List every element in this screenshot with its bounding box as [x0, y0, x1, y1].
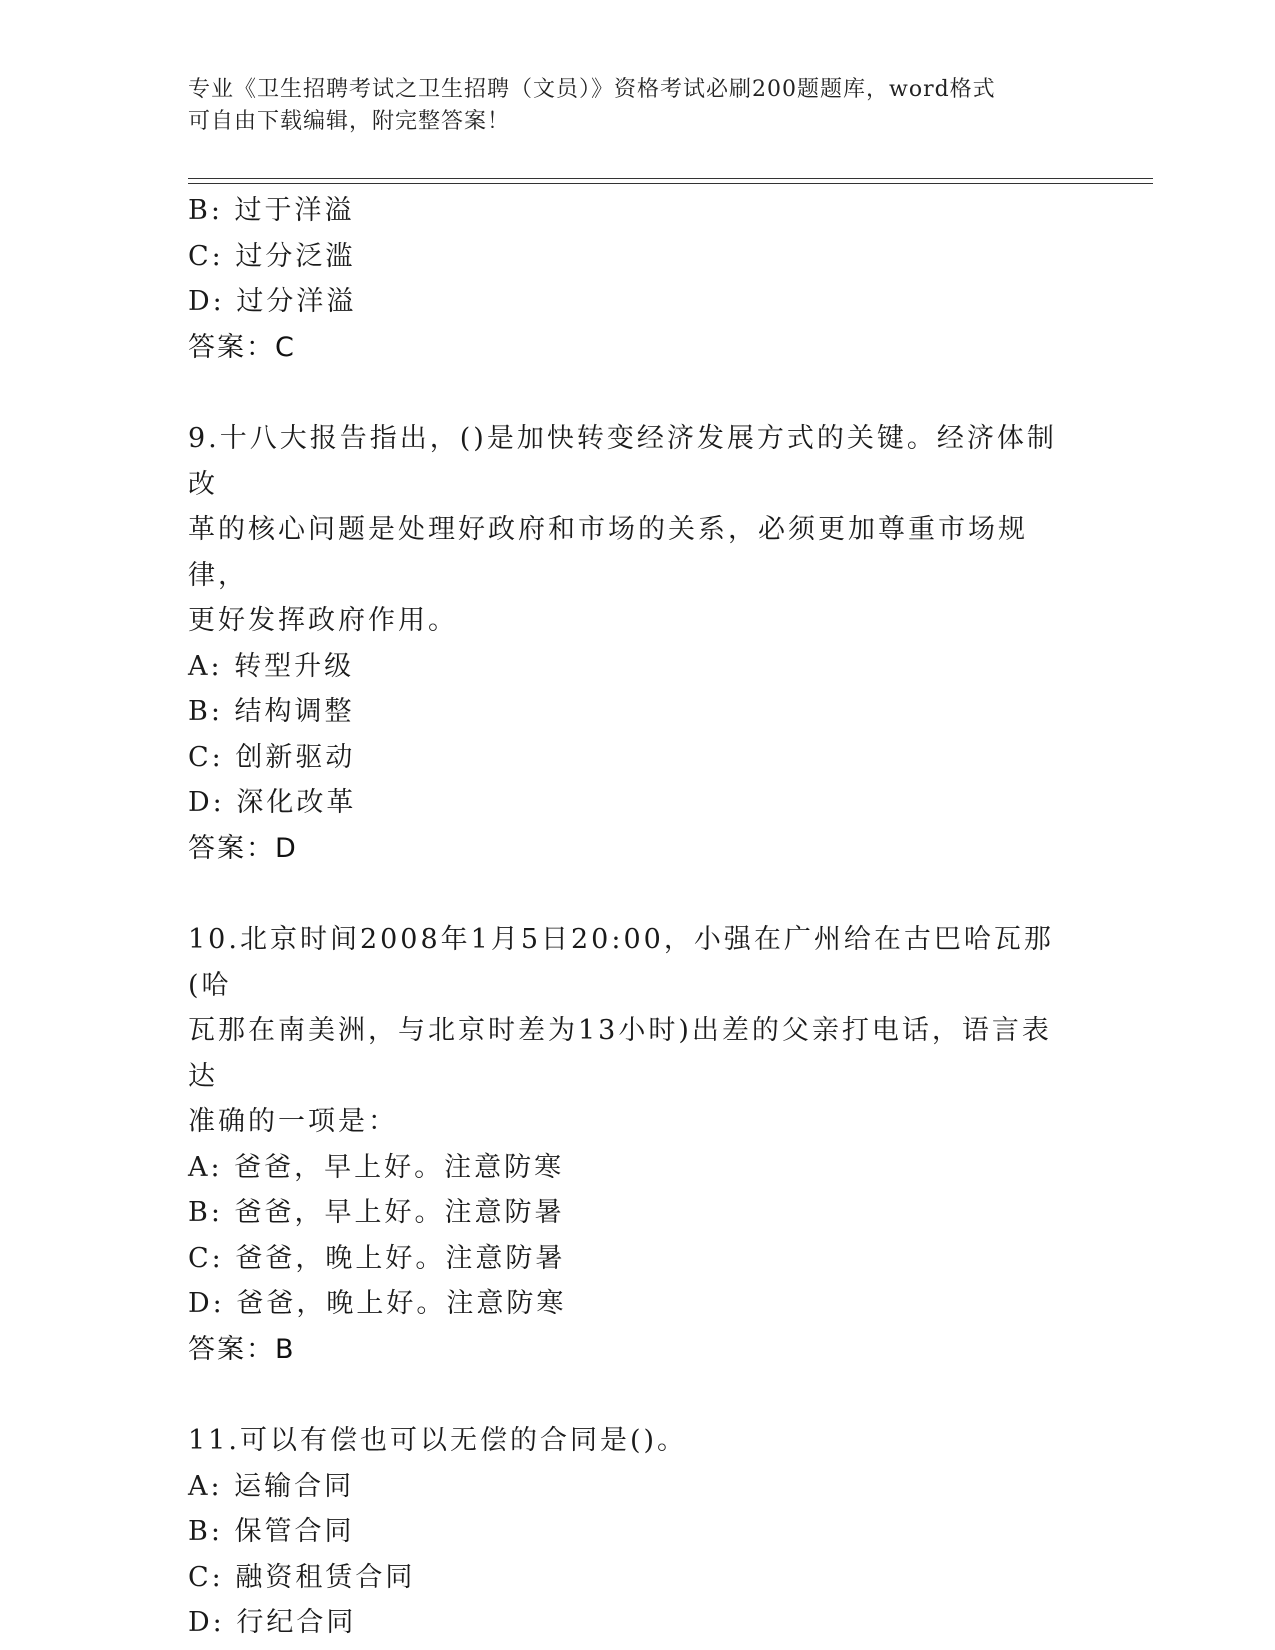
answer-line: 答案：B	[188, 1333, 296, 1365]
question-text	[188, 416, 1068, 644]
spacer	[188, 1372, 1068, 1418]
option-d: D: 行纪合同	[188, 1607, 357, 1638]
option-b: B: 结构调整	[188, 696, 355, 727]
option-c: C: 过分泛滥	[188, 240, 356, 272]
question-text-line: 9.十八大报告指出，()是加快转变经济发展方式的关键。经济体制改	[188, 423, 1057, 500]
question-text-line: 10.北京时间2008年1月5日20:00，小强在广州给在古巴哈瓦那(哈	[188, 924, 1054, 1001]
question-text	[188, 917, 1068, 1145]
question-11	[188, 1418, 1068, 1646]
header-title-line-2: 可自由下载编辑，附完整答案！	[188, 109, 511, 134]
question-9	[188, 416, 1068, 871]
question-list	[188, 188, 1068, 1646]
question-8-continued	[188, 188, 1068, 370]
question-text-line: 瓦那在南美洲，与北京时差为13小时)出差的父亲打电话，语言表达	[188, 1015, 1052, 1092]
option-d: D: 过分洋溢	[188, 286, 357, 317]
option-a: A: 爸爸，早上好。注意防寒	[188, 1151, 565, 1183]
answer-line: 答案：C	[188, 331, 296, 363]
option-d: D: 深化改革	[188, 787, 357, 818]
header-title-line-1: 专业《卫生招聘考试之卫生招聘（文员）》资格考试必刷200题题库，word格式	[188, 77, 996, 102]
question-text	[188, 1418, 1068, 1464]
question-10	[188, 917, 1068, 1372]
question-text-line: 准确的一项是：	[188, 1106, 398, 1137]
option-a: A: 运输合同	[188, 1470, 355, 1502]
option-b: B: 爸爸，早上好。注意防暑	[188, 1197, 565, 1228]
option-d: D: 爸爸，晚上好。注意防寒	[188, 1288, 567, 1319]
header-divider-top	[188, 178, 1153, 179]
header-divider-bottom	[188, 183, 1153, 184]
spacer	[188, 370, 1068, 416]
document-header	[188, 74, 1068, 138]
question-text-line: 更好发挥政府作用。	[188, 605, 458, 636]
option-c: C: 创新驱动	[188, 741, 356, 773]
option-b: B: 过于洋溢	[188, 195, 355, 226]
option-b: B: 保管合同	[188, 1516, 355, 1547]
option-c: C: 爸爸，晚上好。注意防暑	[188, 1242, 566, 1274]
answer-line: 答案：D	[188, 832, 298, 864]
question-text-line: 革的核心问题是处理好政府和市场的关系，必须更加尊重市场规律，	[188, 514, 1028, 591]
question-text-line: 11.可以有偿也可以无偿的合同是()。	[188, 1425, 688, 1456]
option-a: A: 转型升级	[188, 650, 355, 682]
spacer	[188, 871, 1068, 917]
option-c: C: 融资租赁合同	[188, 1561, 416, 1593]
